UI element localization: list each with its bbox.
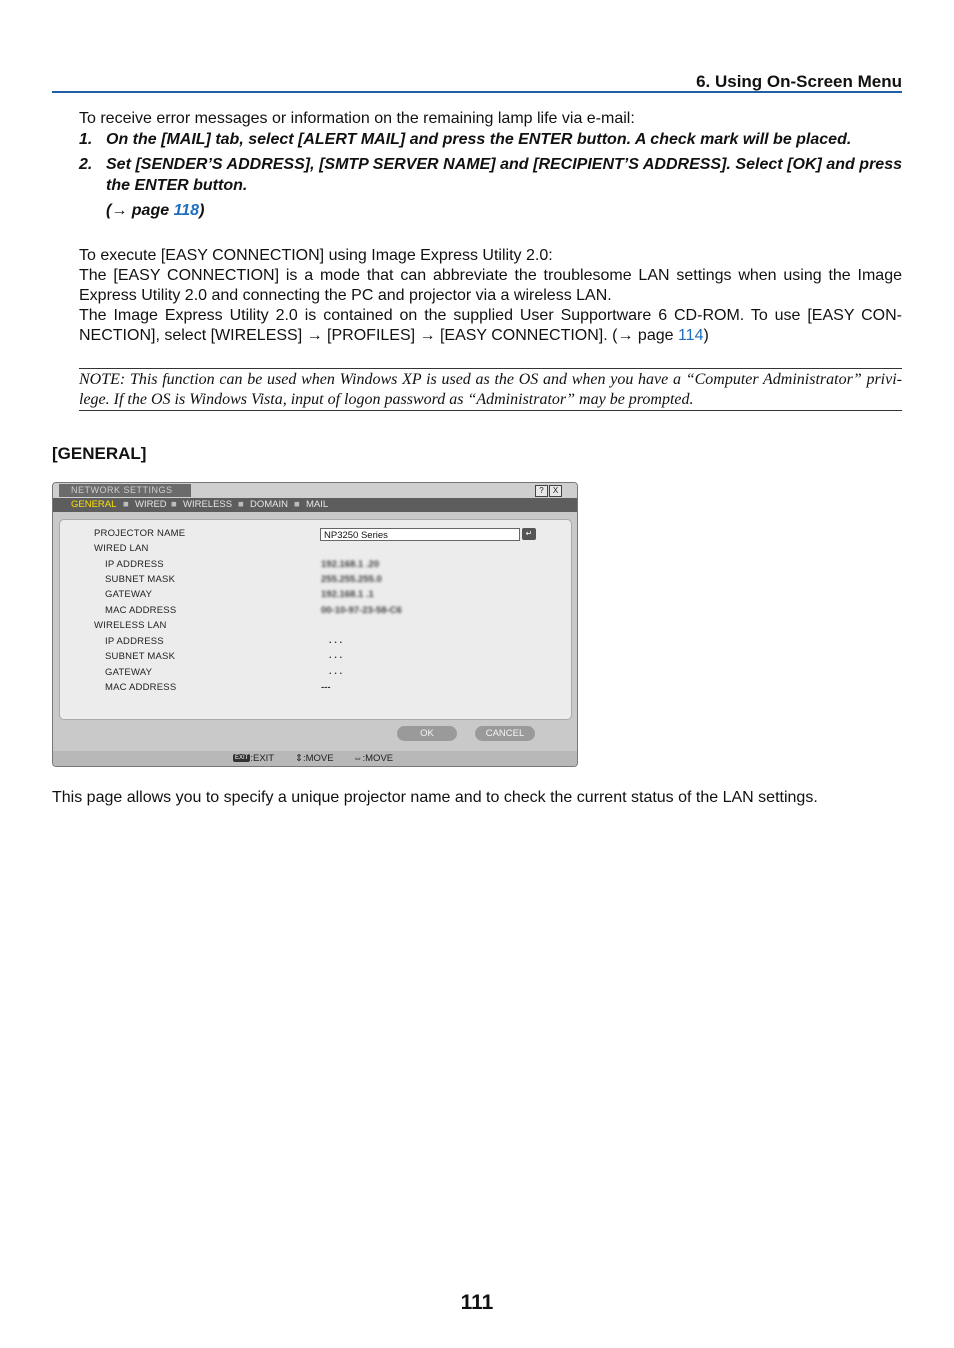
enter-icon[interactable]: ↵ <box>522 528 536 540</box>
osd-window-title: NETWORK SETTINGS <box>59 484 191 497</box>
help-icon[interactable]: ? <box>535 485 548 497</box>
tab-separator: ■ <box>238 499 244 510</box>
label-wired-ip-address: IP ADDRESS <box>105 559 164 570</box>
up-down-arrow-icon: ⇕ <box>295 753 303 764</box>
ref-prefix: (→ page <box>106 202 174 219</box>
email-intro: To receive error messages or information on the remaining lamp life via e-mail: <box>79 110 635 127</box>
page-number: 111 <box>460 1291 494 1314</box>
network-settings-window <box>52 482 578 767</box>
step-2-text: Set [SENDER’S ADDRESS], [SMTP SERVER NAME] and [RECIPIENT’S ADDRESS]. Select [OK] and press the ENTER button. <box>106 156 902 194</box>
wired-ip-value: 192.168.1 .20 <box>321 559 380 570</box>
tab-separator: ■ <box>123 499 129 510</box>
tab-separator: ■ <box>294 499 300 510</box>
wireless-subnet-value: . . . <box>329 650 343 661</box>
close-icon[interactable]: X <box>549 485 562 497</box>
label-wired-gateway: GATEWAY <box>105 589 153 600</box>
ref-suffix: ) <box>199 202 205 219</box>
cancel-button[interactable]: CANCEL <box>475 726 535 741</box>
wireless-mac-value: --- <box>321 682 331 693</box>
label-wireless-subnet-mask: SUBNET MASK <box>105 651 176 662</box>
move-vertical-hint <box>295 751 334 766</box>
step-1-number: 1. <box>79 131 93 148</box>
step-2-number: 2. <box>79 156 93 173</box>
easy-line-3 <box>79 306 902 346</box>
general-caption: This page allows you to specify a unique projector name and to check the current status of the LAN settings. <box>52 789 818 806</box>
move-horizontal-hint <box>353 751 393 766</box>
projector-name-input[interactable]: NP3250 Series <box>320 528 520 541</box>
easy-line-3-text: The Image Express Utility 2.0 is contained on the supplied User Supportware 6 CD-ROM. To use [EASY CON-NECTION], select [WIRELESS] → [PROFILES] → [EASY CONNECTION]. (→ page <box>79 307 902 344</box>
tab-general[interactable]: GENERAL <box>71 499 117 510</box>
step-2 <box>79 154 902 196</box>
ok-button[interactable]: OK <box>397 726 457 741</box>
easy-line-2: The [EASY CONNECTION] is a mode that can abbreviate the troublesome LAN settings when using the Image Express Utility 2.0 and connecting the PC and projector via a wireless LAN. <box>79 267 902 304</box>
tab-domain[interactable]: DOMAIN <box>250 499 288 510</box>
label-wireless-gateway: GATEWAY <box>105 667 153 678</box>
tab-wired[interactable]: WIRED <box>135 499 167 510</box>
wired-mac-value: 00-10-97-23-58-C6 <box>321 605 402 616</box>
chapter-title: 6. Using On-Screen Menu <box>696 72 902 91</box>
exit-hint <box>233 751 274 766</box>
step-1-text: On the [MAIL] tab, select [ALERT MAIL] and press the ENTER button. A check mark will be placed. <box>106 131 852 148</box>
label-wireless-mac-address: MAC ADDRESS <box>105 682 177 693</box>
left-right-arrow-icon: ⇔ <box>353 753 363 764</box>
tab-wireless[interactable]: WIRELESS <box>183 499 233 510</box>
tab-mail[interactable]: MAIL <box>306 499 329 510</box>
label-wired-lan: WIRED LAN <box>94 543 149 554</box>
exit-hint-label: :EXIT <box>250 753 275 764</box>
step-1 <box>79 129 902 150</box>
label-projector-name: PROJECTOR NAME <box>94 528 186 539</box>
section-title-general: [GENERAL] <box>52 444 147 463</box>
osd-tab-bar <box>53 498 577 512</box>
label-wired-mac-address: MAC ADDRESS <box>105 605 177 616</box>
page-link-118[interactable]: 118 <box>173 202 200 219</box>
exit-key-icon: EXIT <box>235 755 249 762</box>
easy-line-3-suffix: ) <box>703 327 709 344</box>
move-horizontal-label: :MOVE <box>362 753 394 764</box>
wireless-gateway-value: . . . <box>329 666 343 677</box>
easy-connection-text <box>79 246 902 346</box>
osd-footer <box>53 751 577 766</box>
wired-gateway-value: 192.168.1 .1 <box>321 589 374 600</box>
page-link-114[interactable]: 114 <box>677 327 704 344</box>
tab-separator: ■ <box>171 499 177 510</box>
note-text: NOTE: This function can be used when Windows XP is used as the OS and when you have a “Computer Administrator” privi-lege. If the OS is Windows Vista, input of logon password as “Administrator” may be prompted. <box>79 371 902 408</box>
wired-subnet-value: 255.255.255.0 <box>321 574 382 585</box>
header-rule <box>52 91 902 93</box>
easy-line-1: To execute [EASY CONNECTION] using Image Express Utility 2.0: <box>79 247 553 264</box>
note-box <box>79 368 902 411</box>
wireless-ip-value: . . . <box>329 635 343 646</box>
move-vertical-label: :MOVE <box>302 753 334 764</box>
page-reference-118 <box>106 200 204 221</box>
label-wired-subnet-mask: SUBNET MASK <box>105 574 176 585</box>
label-wireless-lan: WIRELESS LAN <box>94 620 167 631</box>
label-wireless-ip-address: IP ADDRESS <box>105 636 164 647</box>
